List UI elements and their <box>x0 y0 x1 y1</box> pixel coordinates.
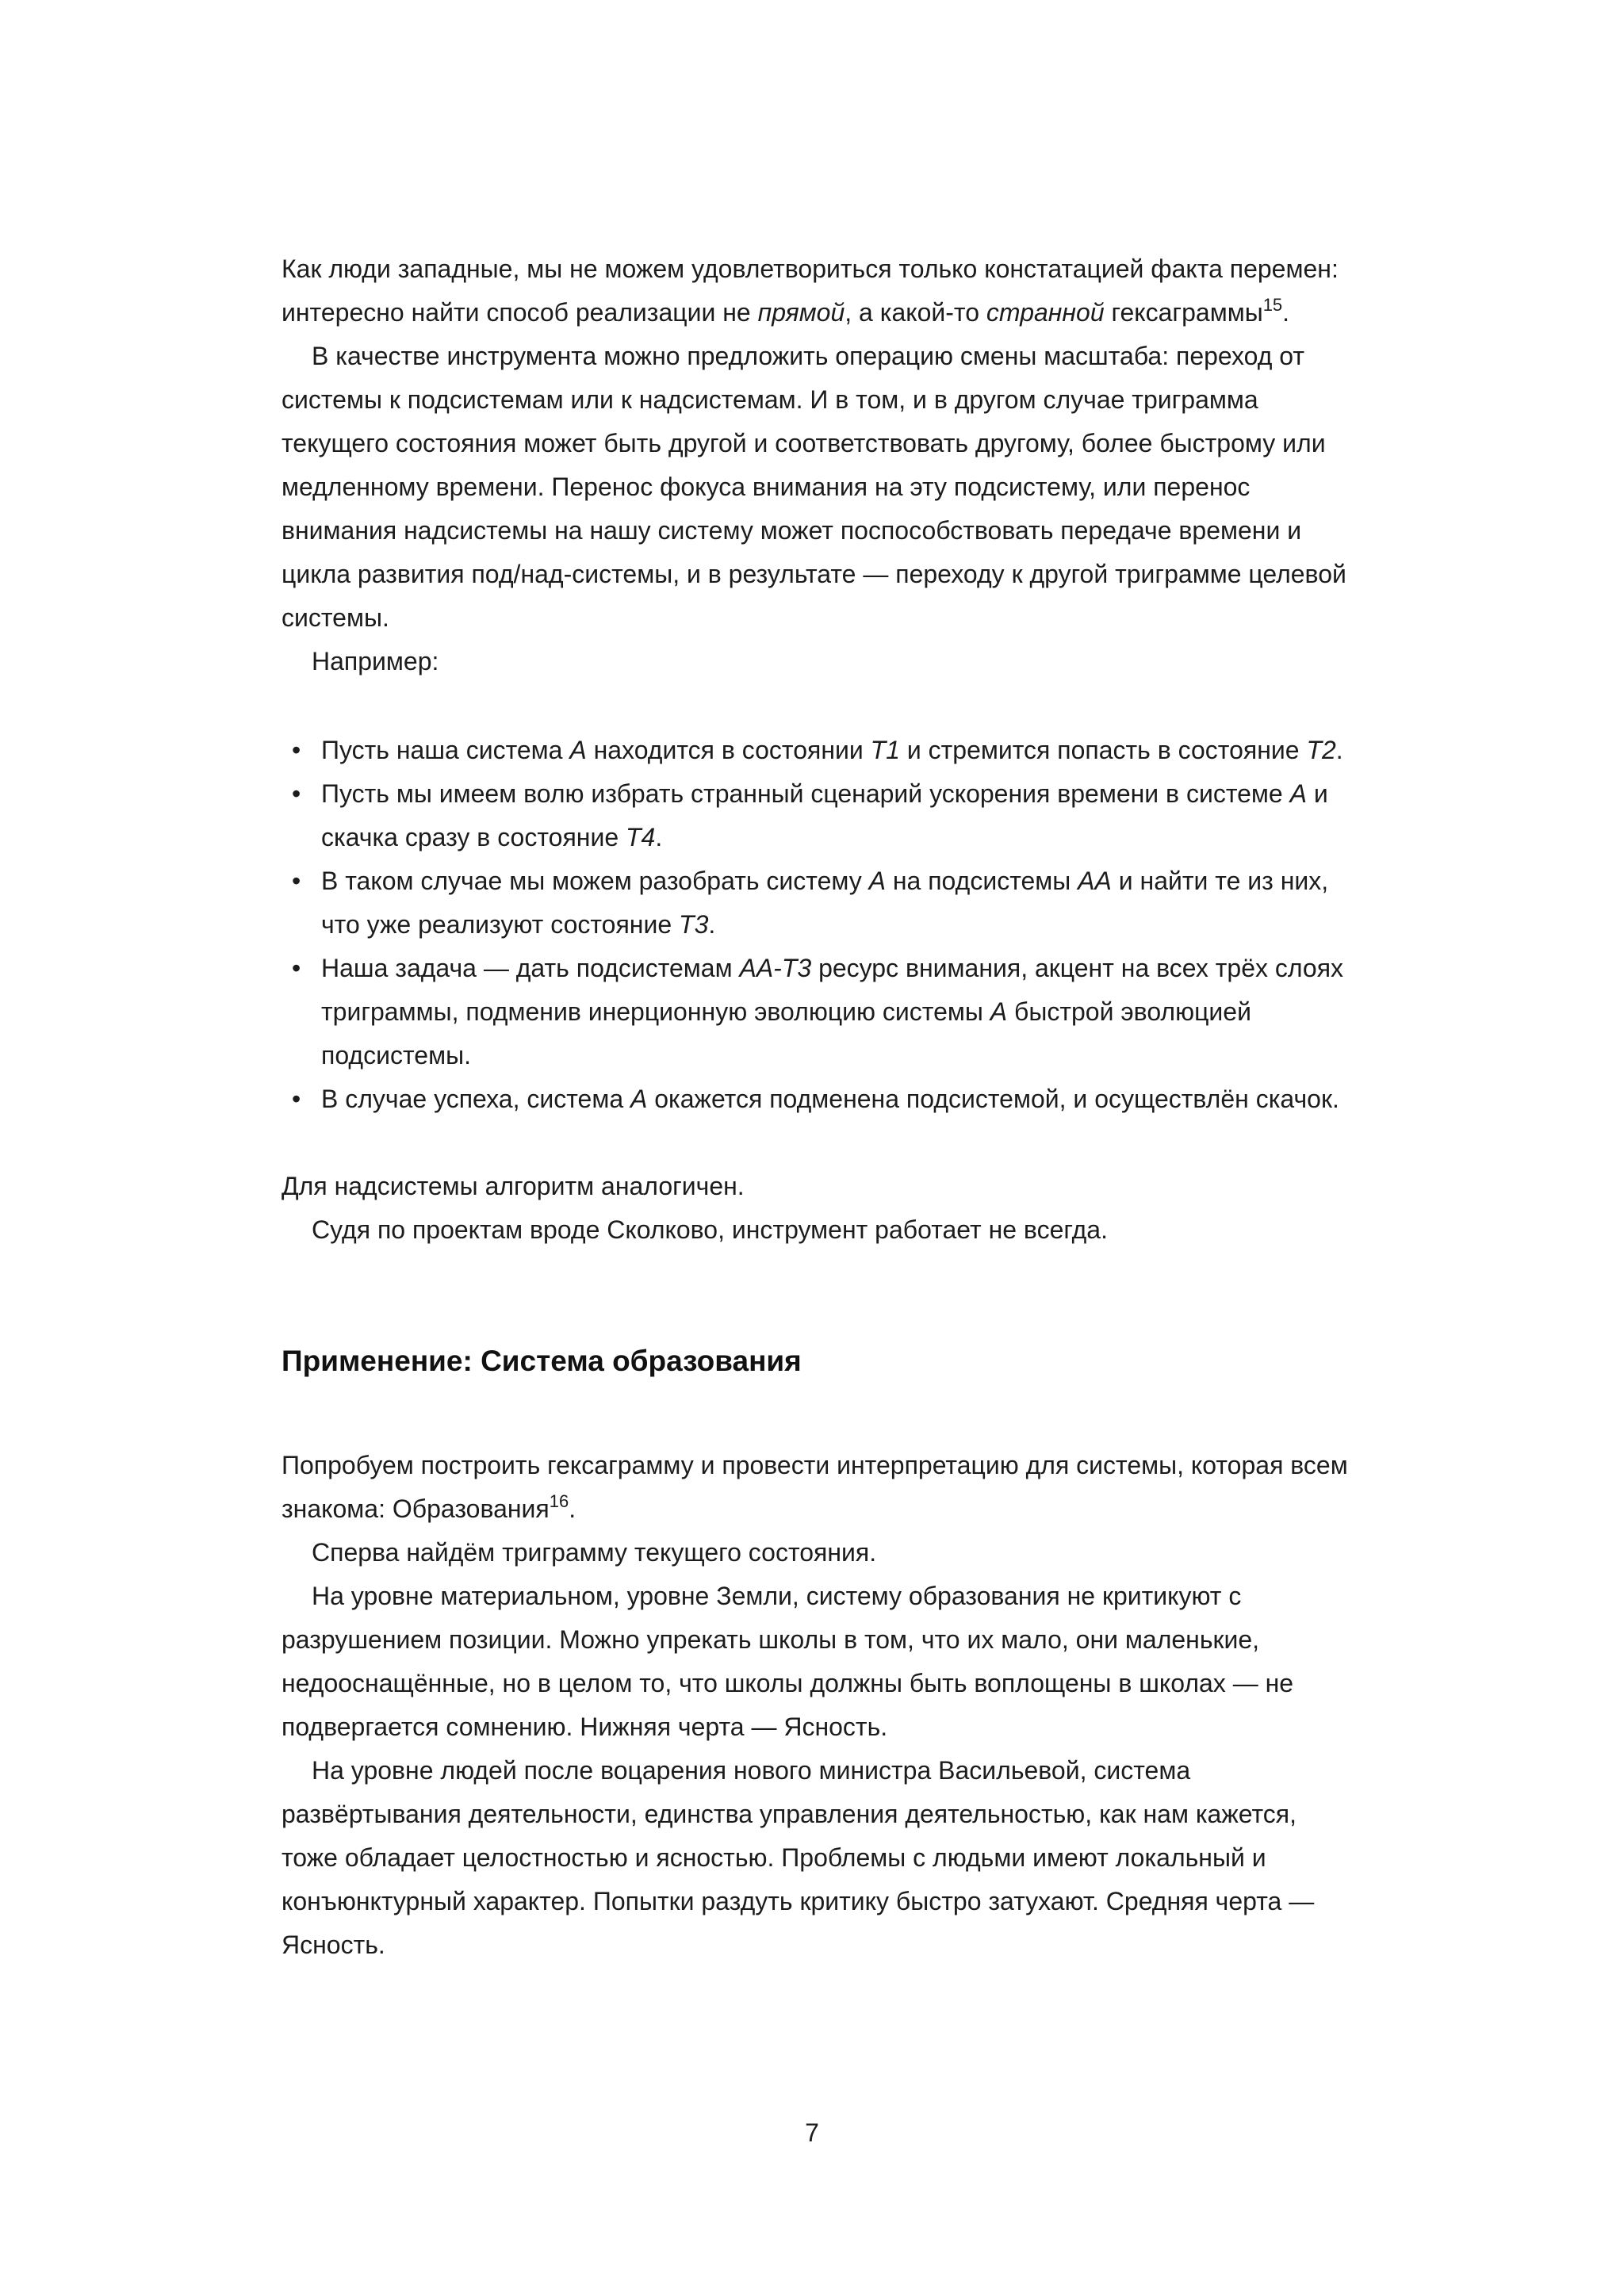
bullet-list <box>282 729 1348 1121</box>
bullet-icon: • <box>292 954 301 982</box>
page-number: 7 <box>805 2118 819 2147</box>
paragraph: На уровне людей после воцарения нового министра Васильевой, система развёртывания деятельности, единства управления деятельностью, как нам кажется, тоже обладает целостностью и ясностью. Проблемы с людьми имеют локальный и конъюнктурный характер. Попытки раздуть критику быстро затухают. Средняя черта — Ясность. <box>282 1756 1315 1959</box>
paragraph: Сперва найдём триграмму текущего состояния. <box>312 1538 877 1567</box>
list-item: • Пусть наша система A находится в состоянии T1 и стремится попасть в состояние T2. <box>282 729 1348 772</box>
paragraph: Например: <box>312 647 439 675</box>
paragraph: Как люди западные, мы не можем удовлетвориться только констатацией факта перемен: интересно найти способ реализации не прямой, а какой-то странной гексаграммы$^{15}$. <box>282 254 1339 327</box>
section-heading: Применение: Система образования <box>282 1345 802 1377</box>
page-body <box>282 247 1348 1967</box>
list-item: • В случае успеха, система A окажется подменена подсистемой, и осуществлён скачок. <box>282 1077 1348 1121</box>
paragraph: Для надсистемы алгоритм аналогичен. <box>282 1172 745 1200</box>
bullet-icon: • <box>292 779 301 808</box>
list-item: • Наша задача — дать подсистемам AA-T3 ресурс внимания, акцент на всех трёх слоях триграммы, подменив инерционную эволюцию системы A быстрой эволюцией подсистемы. <box>282 947 1348 1077</box>
paragraph: Попробуем построить гексаграмму и провести интерпретацию для системы, которая всем знакома: Образования$^{16}$. <box>282 1451 1348 1523</box>
paragraph: Судя по проектам вроде Сколково, инструмент работает не всегда. <box>312 1215 1108 1244</box>
list-item: • В таком случае мы можем разобрать систему A на подсистемы AA и найти те из них, что уже реализуют состояние T3. <box>282 859 1348 947</box>
list-item: • Пусть мы имеем волю избрать странный сценарий ускорения времени в системе A и скачка сразу в состояние T4. <box>282 772 1348 859</box>
bullet-icon: • <box>292 736 301 764</box>
footnote-ref-15[interactable]: 15 <box>1262 294 1283 315</box>
footnote-ref-16[interactable]: 16 <box>549 1490 569 1511</box>
bullet-icon: • <box>292 867 301 895</box>
bullet-icon: • <box>292 1085 301 1113</box>
paragraph: На уровне материальном, уровне Земли, систему образования не критикуют с разрушением позиции. Можно упрекать школы в том, что их мало, они маленькие, недооснащённые, но в целом то, что школы должны быть воплощены в школах — не подвергается сомнению. Нижняя черта — Ясность. <box>282 1582 1294 1741</box>
paragraph: В качестве инструмента можно предложить операцию смены масштаба: переход от системы к подсистемам или к надсистемам. И в том, и в другом случае триграмма текущего состояния может быть другой и соответствовать другому, более быстрому или медленному времени. Перенос фокуса внимания на эту подсистему, или перенос внимания надсистемы на нашу систему может поспособствовать передаче времени и цикла развития под/над-системы, и в результате — переходу к другой триграмме целевой системы. <box>282 342 1346 632</box>
